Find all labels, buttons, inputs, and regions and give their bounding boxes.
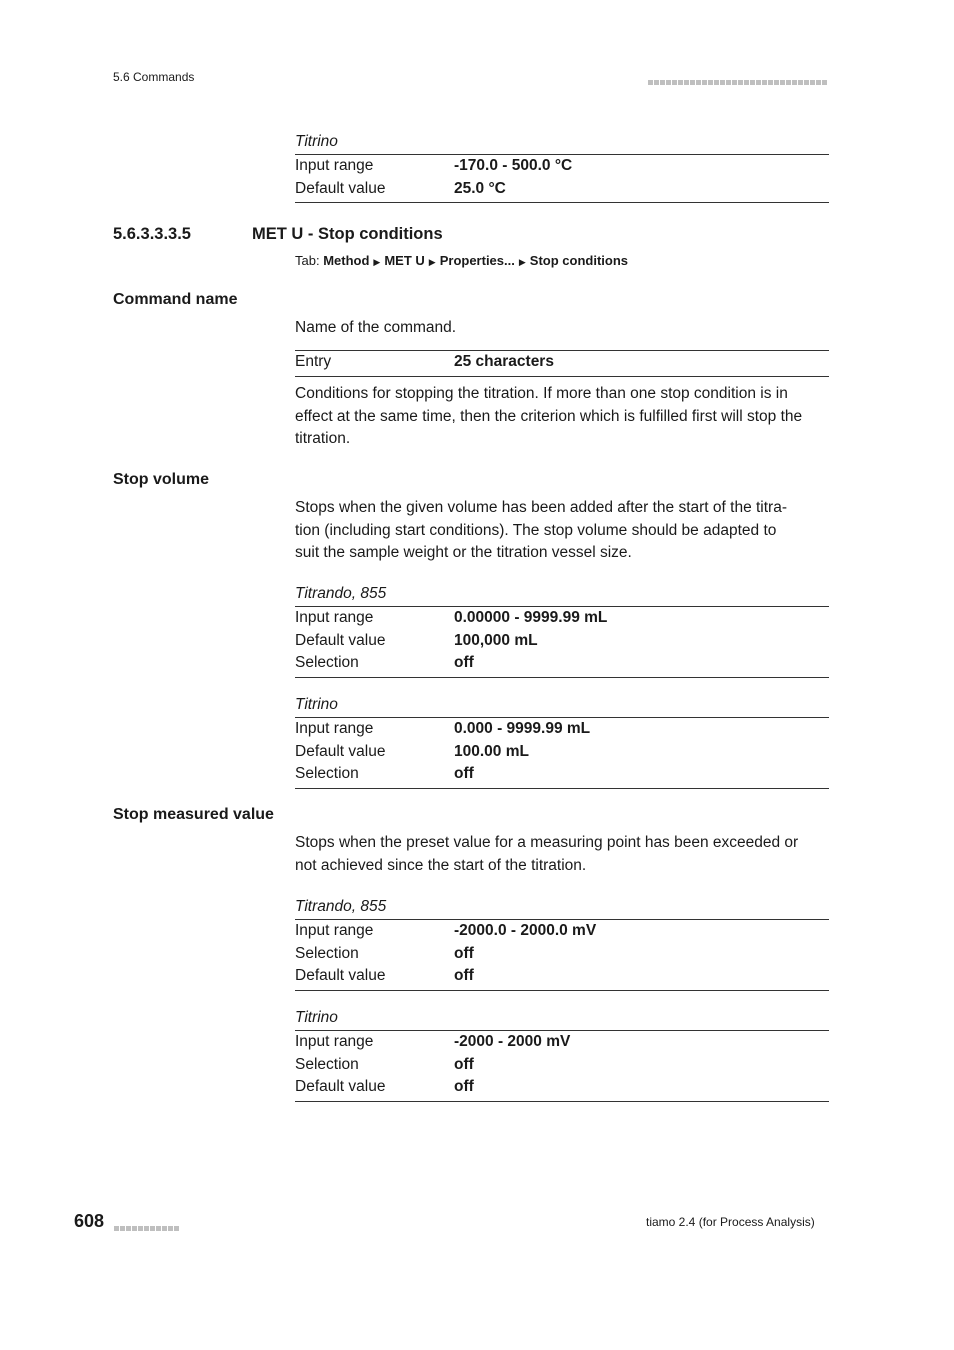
row-value: off <box>454 1055 474 1073</box>
table-row <box>295 943 829 966</box>
table-title: Titrino <box>295 130 829 155</box>
row-value: off <box>454 967 474 984</box>
table-row <box>295 351 829 374</box>
stop-measured-titrino-table <box>295 1006 829 1102</box>
command-name-label: Command name <box>113 291 238 308</box>
command-name-description: Name of the command. <box>295 319 457 336</box>
breadcrumb-item: MET U <box>384 253 425 268</box>
row-key: Default value <box>295 742 386 760</box>
row-value: off <box>454 654 474 671</box>
footer-decoration <box>114 1218 180 1237</box>
table-row <box>295 741 829 764</box>
stop-volume-titrino-table <box>295 693 829 789</box>
row-key: Default value <box>295 179 386 197</box>
breadcrumb-item: Stop conditions <box>529 253 628 268</box>
row-key: Selection <box>295 1055 359 1073</box>
row-key: Default value <box>295 967 386 984</box>
row-value: -170.0 - 500.0 °C <box>454 157 573 174</box>
row-key: Selection <box>295 765 359 782</box>
row-value: -2000.0 - 2000.0 mV <box>454 922 597 939</box>
table-title: Titrando, 855 <box>295 582 829 607</box>
table-title: Titrino <box>295 693 829 718</box>
triangle-right-icon: ▶ <box>373 257 381 267</box>
row-value: 25.0 °C <box>454 179 506 197</box>
row-value: off <box>454 944 474 962</box>
breadcrumb-item: Properties... <box>439 253 515 268</box>
row-value: off <box>454 765 474 782</box>
row-key: Selection <box>295 654 359 671</box>
command-name-table <box>295 350 829 377</box>
page-number: 608 <box>74 1211 105 1231</box>
table-row <box>295 1076 829 1099</box>
row-value: -2000 - 2000 mV <box>454 1033 571 1050</box>
row-value: 100.00 mL <box>454 742 529 760</box>
row-key: Input range <box>295 157 374 174</box>
table-row <box>295 763 829 786</box>
table-row <box>295 1031 829 1054</box>
row-value: 0.00000 - 9999.99 mL <box>454 609 608 626</box>
stop-volume-titrando-table <box>295 582 829 678</box>
row-value: 100,000 mL <box>454 631 538 649</box>
description-line: not achieved since the start of the titration. <box>295 856 587 874</box>
table-row <box>295 178 829 201</box>
stop-volume-label: Stop volume <box>113 471 210 488</box>
breadcrumb-item: Method <box>323 253 370 268</box>
header-decoration <box>648 72 828 91</box>
table-row <box>295 652 829 675</box>
table-row <box>295 920 829 943</box>
tab-prefix: Tab: <box>295 253 320 268</box>
table-row <box>295 965 829 988</box>
row-key: Input range <box>295 1033 374 1050</box>
table-row <box>295 1054 829 1077</box>
table-title: Titrino <box>295 1006 829 1031</box>
description-line: suit the sample weight or the titration vessel size. <box>295 544 632 562</box>
row-key: Default value <box>295 1078 386 1095</box>
stop-measured-value-label: Stop measured value <box>113 806 274 823</box>
description-line: tion (including start conditions). The stop volume should be adapted to <box>295 521 777 539</box>
description-line: Stops when the preset value for a measuring point has been exceeded or <box>295 834 799 851</box>
row-key: Default value <box>295 631 386 649</box>
row-key: Input range <box>295 922 374 939</box>
row-key: Selection <box>295 944 359 962</box>
row-value: 0.000 - 9999.99 mL <box>454 720 591 737</box>
row-value: off <box>454 1078 474 1095</box>
table-row <box>295 718 829 741</box>
row-key: Entry <box>295 353 332 370</box>
section-number: 5.6.3.3.3.5 <box>113 225 191 243</box>
triangle-right-icon: ▶ <box>428 257 436 267</box>
table-row <box>295 630 829 653</box>
table-row <box>295 155 829 178</box>
section-title: MET U - Stop conditions <box>252 225 443 243</box>
stop-measured-titrando-table <box>295 895 829 991</box>
row-key: Input range <box>295 720 374 737</box>
stop-measured-value-description <box>295 832 829 877</box>
header-section: 5.6 Commands <box>113 70 195 84</box>
footer-product: tiamo 2.4 (for Process Analysis) <box>646 1215 815 1229</box>
triangle-right-icon: ▶ <box>518 257 526 267</box>
row-value: 25 characters <box>454 353 554 370</box>
row-key: Input range <box>295 609 374 626</box>
titrino-temperature-table <box>295 130 829 203</box>
description-line: Stops when the given volume has been added after the start of the titra- <box>295 499 787 516</box>
stop-volume-description <box>295 497 829 565</box>
table-title: Titrando, 855 <box>295 895 829 920</box>
table-row <box>295 607 829 630</box>
tab-breadcrumb <box>295 253 628 268</box>
stop-conditions-note: Conditions for stopping the titration. If more than one stop condition is in effect at the same time, then the criterion which is fulfilled first will stop the titration. <box>295 385 803 448</box>
